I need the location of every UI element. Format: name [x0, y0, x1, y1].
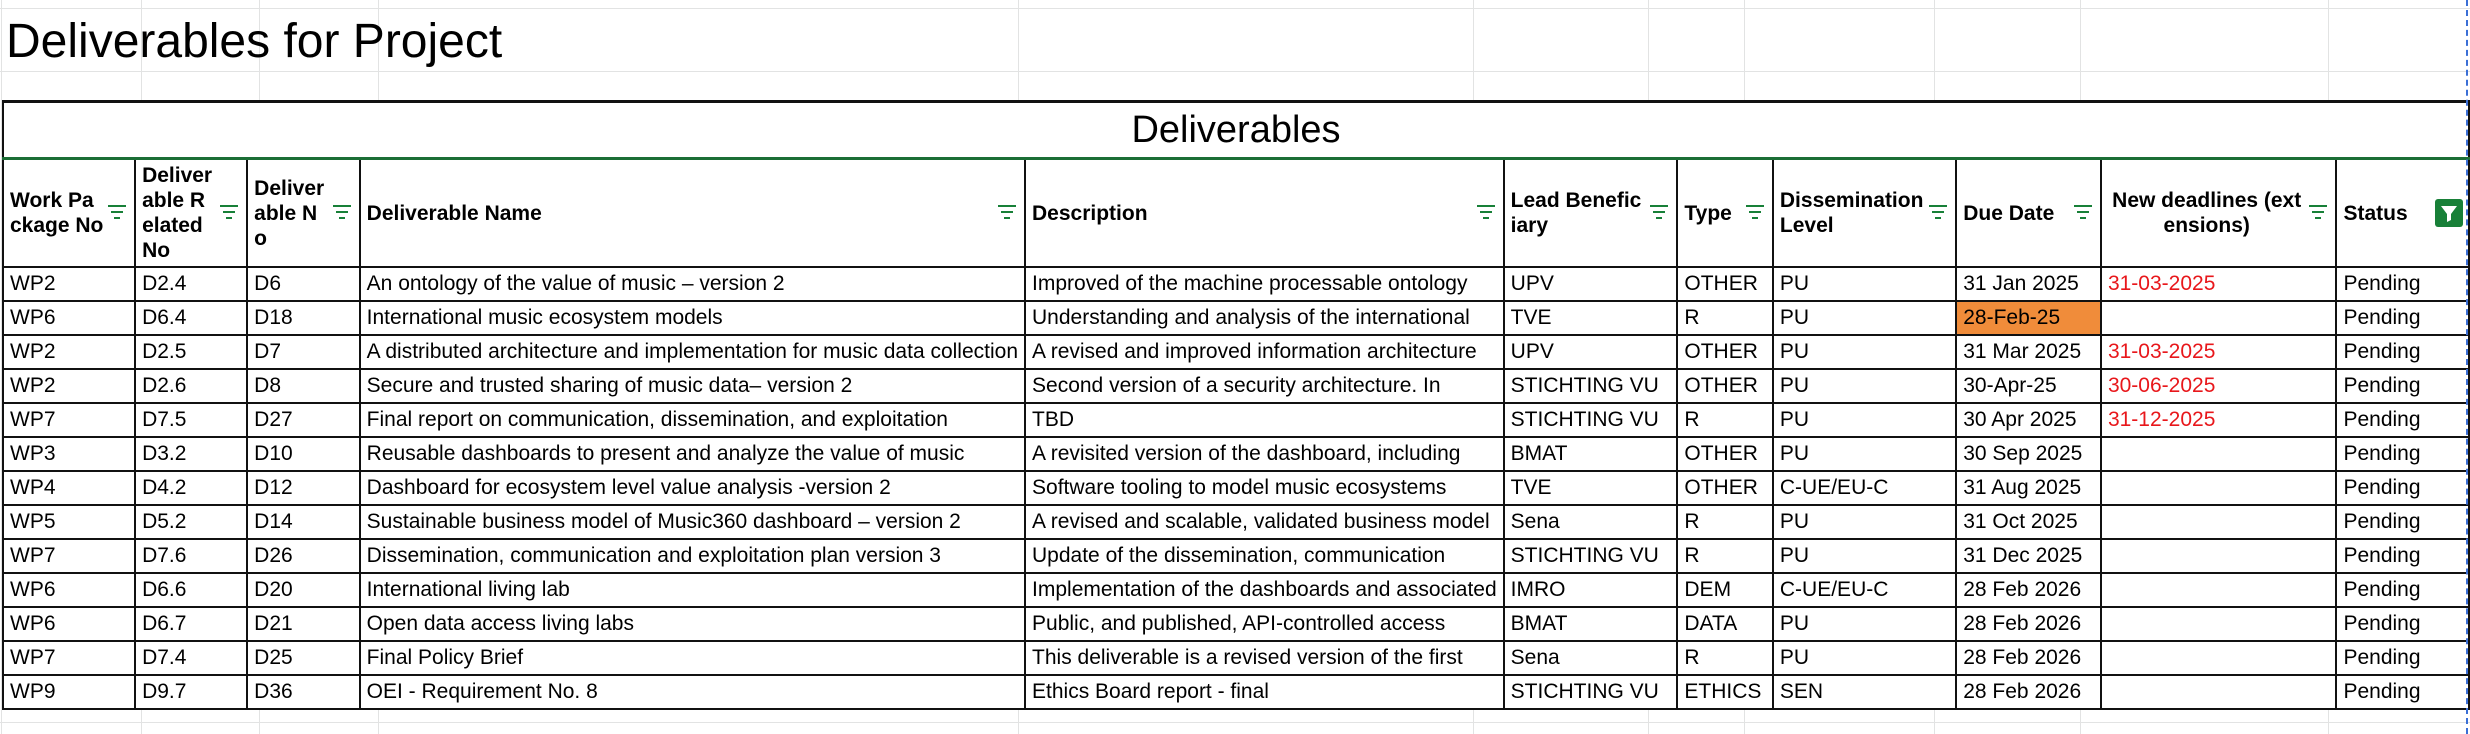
cell-diss[interactable]: PU	[1773, 437, 1956, 471]
table-row	[3, 539, 2469, 573]
cell-name[interactable]: Open data access living labs	[360, 607, 1025, 641]
cell-name[interactable]: An ontology of the value of music – version 2	[360, 267, 1025, 301]
column-header-lead[interactable]	[1504, 159, 1678, 268]
cell-desc[interactable]: TBD	[1025, 403, 1504, 437]
cell-due[interactable]: 31 Dec 2025	[1956, 539, 2101, 573]
column-header-no[interactable]	[247, 159, 360, 268]
cell-type[interactable]: OTHER	[1677, 335, 1773, 369]
cell-newdl[interactable]	[2101, 539, 2337, 573]
filter-lines-icon[interactable]	[332, 205, 352, 220]
cell-no[interactable]: D12	[247, 471, 360, 505]
cell-status[interactable]: Pending	[2336, 573, 2469, 607]
column-header-status[interactable]	[2336, 159, 2469, 268]
cell-no[interactable]: D21	[247, 607, 360, 641]
filter-lines-icon[interactable]	[107, 205, 127, 220]
cell-no[interactable]: D18	[247, 301, 360, 335]
column-header-due[interactable]	[1956, 159, 2101, 268]
cell-wp[interactable]: WP6	[3, 301, 135, 335]
cell-lead[interactable]: TVE	[1504, 471, 1678, 505]
cell-type[interactable]: OTHER	[1677, 471, 1773, 505]
cell-desc[interactable]: This deliverable is a revised version of the first	[1025, 641, 1504, 675]
cell-desc[interactable]: Software tooling to model music ecosystems	[1025, 471, 1504, 505]
cell-status[interactable]: Pending	[2336, 403, 2469, 437]
column-header-diss[interactable]	[1773, 159, 1956, 268]
cell-due[interactable]: 28-Feb-25	[1956, 301, 2101, 335]
cell-desc[interactable]: Second version of a security architecture. In	[1025, 369, 1504, 403]
cell-desc[interactable]: Implementation of the dashboards and associated	[1025, 573, 1504, 607]
cell-wp[interactable]: WP7	[3, 403, 135, 437]
cell-name[interactable]: Final Policy Brief	[360, 641, 1025, 675]
column-header-label: New deadlines (extensions)	[2112, 189, 2302, 237]
cell-lead[interactable]: BMAT	[1504, 607, 1678, 641]
column-header-newdl[interactable]	[2101, 159, 2337, 268]
column-header-label: Deliverable Name	[366, 201, 542, 225]
column-header-wp[interactable]	[3, 159, 135, 268]
cell-due[interactable]: 31 Mar 2025	[1956, 335, 2101, 369]
cell-wp[interactable]: WP2	[3, 369, 135, 403]
column-header-label: Work Package No	[10, 189, 104, 237]
cell-related[interactable]: D6.4	[135, 301, 247, 335]
cell-newdl[interactable]	[2101, 437, 2337, 471]
table-row	[3, 437, 2469, 471]
filter-lines-icon[interactable]	[219, 205, 239, 220]
cell-due[interactable]: 31 Jan 2025	[1956, 267, 2101, 301]
funnel-icon[interactable]	[2435, 199, 2463, 227]
column-header-label: Deliverable Related No	[142, 164, 213, 262]
cell-wp[interactable]: WP2	[3, 335, 135, 369]
cell-type[interactable]: ETHICS	[1677, 675, 1773, 709]
cell-name[interactable]: Sustainable business model of Music360 dashboard – version 2	[360, 505, 1025, 539]
cell-diss[interactable]: PU	[1773, 403, 1956, 437]
cell-due[interactable]: 28 Feb 2026	[1956, 641, 2101, 675]
cell-due[interactable]: 30 Sep 2025	[1956, 437, 2101, 471]
column-header-label: Status	[2343, 201, 2408, 225]
cell-name[interactable]: OEI - Requirement No. 8	[360, 675, 1025, 709]
cell-wp[interactable]: WP6	[3, 573, 135, 607]
cell-diss[interactable]: SEN	[1773, 675, 1956, 709]
cell-desc[interactable]: A revised and scalable, validated business model	[1025, 505, 1504, 539]
cell-newdl[interactable]: 31-03-2025	[2101, 267, 2337, 301]
cell-desc[interactable]: Understanding and analysis of the international	[1025, 301, 1504, 335]
cell-newdl[interactable]	[2101, 641, 2337, 675]
cell-newdl[interactable]	[2101, 471, 2337, 505]
cell-status[interactable]: Pending	[2336, 675, 2469, 709]
filter-lines-icon[interactable]	[1928, 205, 1948, 220]
cell-due[interactable]: 28 Feb 2026	[1956, 573, 2101, 607]
cell-related[interactable]: D6.6	[135, 573, 247, 607]
cell-newdl[interactable]	[2101, 573, 2337, 607]
cell-no[interactable]: D8	[247, 369, 360, 403]
cell-status[interactable]: Pending	[2336, 369, 2469, 403]
filter-lines-icon[interactable]	[1476, 205, 1496, 220]
cell-related[interactable]: D2.5	[135, 335, 247, 369]
cell-type[interactable]: OTHER	[1677, 437, 1773, 471]
cell-diss[interactable]: PU	[1773, 539, 1956, 573]
cell-diss[interactable]: PU	[1773, 505, 1956, 539]
cell-type[interactable]: DATA	[1677, 607, 1773, 641]
cell-status[interactable]: Pending	[2336, 267, 2469, 301]
cell-wp[interactable]: WP7	[3, 539, 135, 573]
cell-related[interactable]: D2.6	[135, 369, 247, 403]
cell-lead[interactable]: Sena	[1504, 641, 1678, 675]
table-title[interactable]: Deliverables	[3, 102, 2469, 159]
cell-related[interactable]: D6.7	[135, 607, 247, 641]
cell-no[interactable]: D26	[247, 539, 360, 573]
cell-name[interactable]: Final report on communication, dissemination, and exploitation	[360, 403, 1025, 437]
cell-status[interactable]: Pending	[2336, 641, 2469, 675]
cell-no[interactable]: D20	[247, 573, 360, 607]
cell-lead[interactable]: IMRO	[1504, 573, 1678, 607]
cell-newdl[interactable]	[2101, 607, 2337, 641]
cell-lead[interactable]: STICHTING VU	[1504, 403, 1678, 437]
cell-lead[interactable]: STICHTING VU	[1504, 539, 1678, 573]
cell-desc[interactable]: Improved of the machine processable ontology	[1025, 267, 1504, 301]
cell-diss[interactable]: C-UE/EU-C	[1773, 471, 1956, 505]
cell-diss[interactable]: PU	[1773, 607, 1956, 641]
cell-desc[interactable]: Public, and published, API-controlled access	[1025, 607, 1504, 641]
cell-name[interactable]: Dashboard for ecosystem level value analysis -version 2	[360, 471, 1025, 505]
cell-type[interactable]: OTHER	[1677, 267, 1773, 301]
cell-no[interactable]: D6	[247, 267, 360, 301]
cell-newdl[interactable]: 30-06-2025	[2101, 369, 2337, 403]
cell-wp[interactable]: WP7	[3, 641, 135, 675]
column-header-related[interactable]	[135, 159, 247, 268]
cell-due[interactable]: 28 Feb 2026	[1956, 675, 2101, 709]
cell-type[interactable]: R	[1677, 539, 1773, 573]
filter-lines-icon[interactable]	[2073, 205, 2093, 220]
cell-desc[interactable]: Ethics Board report - final	[1025, 675, 1504, 709]
cell-status[interactable]: Pending	[2336, 437, 2469, 471]
cell-status[interactable]: Pending	[2336, 607, 2469, 641]
cell-newdl[interactable]	[2101, 505, 2337, 539]
cell-type[interactable]: DEM	[1677, 573, 1773, 607]
cell-lead[interactable]: STICHTING VU	[1504, 369, 1678, 403]
table-row	[3, 471, 2469, 505]
cell-wp[interactable]: WP2	[3, 267, 135, 301]
cell-related[interactable]: D2.4	[135, 267, 247, 301]
cell-name[interactable]: A distributed architecture and implementation for music data collection	[360, 335, 1025, 369]
cell-wp[interactable]: WP9	[3, 675, 135, 709]
cell-type[interactable]: OTHER	[1677, 369, 1773, 403]
cell-status[interactable]: Pending	[2336, 539, 2469, 573]
cell-wp[interactable]: WP5	[3, 505, 135, 539]
cell-related[interactable]: D7.4	[135, 641, 247, 675]
column-header-label: Lead Beneficiary	[1510, 189, 1642, 237]
cell-diss[interactable]: PU	[1773, 301, 1956, 335]
cell-newdl[interactable]: 31-03-2025	[2101, 335, 2337, 369]
cell-desc[interactable]: A revisited version of the dashboard, including	[1025, 437, 1504, 471]
column-header-desc[interactable]	[1025, 159, 1504, 268]
cell-lead[interactable]: BMAT	[1504, 437, 1678, 471]
cell-type[interactable]: R	[1677, 505, 1773, 539]
table-row	[3, 675, 2469, 709]
column-header-label: Deliverable No	[254, 176, 325, 250]
cell-no[interactable]: D10	[247, 437, 360, 471]
cell-related[interactable]: D7.5	[135, 403, 247, 437]
table-row	[3, 267, 2469, 301]
cell-diss[interactable]: PU	[1773, 267, 1956, 301]
cell-no[interactable]: D25	[247, 641, 360, 675]
cell-wp[interactable]: WP3	[3, 437, 135, 471]
cell-related[interactable]: D4.2	[135, 471, 247, 505]
cell-no[interactable]: D7	[247, 335, 360, 369]
table-row	[3, 573, 2469, 607]
cell-newdl[interactable]	[2101, 301, 2337, 335]
cell-no[interactable]: D36	[247, 675, 360, 709]
filter-lines-icon[interactable]	[997, 205, 1017, 220]
cell-name[interactable]: Reusable dashboards to present and analyze the value of music	[360, 437, 1025, 471]
filter-lines-icon[interactable]	[1745, 205, 1765, 220]
table-row	[3, 335, 2469, 369]
cell-diss[interactable]: PU	[1773, 369, 1956, 403]
cell-newdl[interactable]: 31-12-2025	[2101, 403, 2337, 437]
page-break-line	[2466, 0, 2468, 734]
cell-newdl[interactable]	[2101, 675, 2337, 709]
cell-due[interactable]: 28 Feb 2026	[1956, 607, 2101, 641]
cell-lead[interactable]: TVE	[1504, 301, 1678, 335]
cell-name[interactable]: International music ecosystem models	[360, 301, 1025, 335]
cell-due[interactable]: 30-Apr-25	[1956, 369, 2101, 403]
cell-desc[interactable]: A revised and improved information architecture	[1025, 335, 1504, 369]
sheet-title[interactable]: Deliverables for Project	[6, 15, 503, 68]
cell-lead[interactable]: Sena	[1504, 505, 1678, 539]
cell-status[interactable]: Pending	[2336, 301, 2469, 335]
cell-diss[interactable]: C-UE/EU-C	[1773, 573, 1956, 607]
cell-no[interactable]: D27	[247, 403, 360, 437]
cell-diss[interactable]: PU	[1773, 641, 1956, 675]
cell-status[interactable]: Pending	[2336, 505, 2469, 539]
cell-related[interactable]: D3.2	[135, 437, 247, 471]
cell-lead[interactable]: STICHTING VU	[1504, 675, 1678, 709]
table-row	[3, 403, 2469, 437]
cell-due[interactable]: 31 Oct 2025	[1956, 505, 2101, 539]
table-row	[3, 301, 2469, 335]
cell-wp[interactable]: WP6	[3, 607, 135, 641]
cell-related[interactable]: D7.6	[135, 539, 247, 573]
cell-type[interactable]: R	[1677, 301, 1773, 335]
column-header-name[interactable]	[360, 159, 1025, 268]
cell-desc[interactable]: Update of the dissemination, communication	[1025, 539, 1504, 573]
cell-due[interactable]: 30 Apr 2025	[1956, 403, 2101, 437]
filter-lines-icon[interactable]	[2308, 205, 2328, 220]
cell-lead[interactable]: UPV	[1504, 267, 1678, 301]
column-header-label: Due Date	[1963, 201, 2055, 225]
cell-type[interactable]: R	[1677, 403, 1773, 437]
cell-diss[interactable]: PU	[1773, 335, 1956, 369]
cell-type[interactable]: R	[1677, 641, 1773, 675]
cell-wp[interactable]: WP4	[3, 471, 135, 505]
cell-status[interactable]: Pending	[2336, 471, 2469, 505]
filter-lines-icon[interactable]	[1649, 205, 1669, 220]
cell-name[interactable]: International living lab	[360, 573, 1025, 607]
cell-due[interactable]: 31 Aug 2025	[1956, 471, 2101, 505]
table-row	[3, 369, 2469, 403]
column-header-type[interactable]	[1677, 159, 1773, 268]
cell-name[interactable]: Secure and trusted sharing of music data– version 2	[360, 369, 1025, 403]
cell-no[interactable]: D14	[247, 505, 360, 539]
deliverables-table	[2, 100, 2470, 710]
cell-related[interactable]: D9.7	[135, 675, 247, 709]
cell-status[interactable]: Pending	[2336, 335, 2469, 369]
cell-name[interactable]: Dissemination, communication and exploitation plan version 3	[360, 539, 1025, 573]
column-header-label: Description	[1032, 201, 1148, 225]
cell-related[interactable]: D5.2	[135, 505, 247, 539]
column-header-label: Dissemination Level	[1779, 189, 1924, 237]
table-row	[3, 641, 2469, 675]
table-row	[3, 505, 2469, 539]
table-row	[3, 607, 2469, 641]
column-header-label: Type	[1684, 201, 1732, 225]
cell-lead[interactable]: UPV	[1504, 335, 1678, 369]
